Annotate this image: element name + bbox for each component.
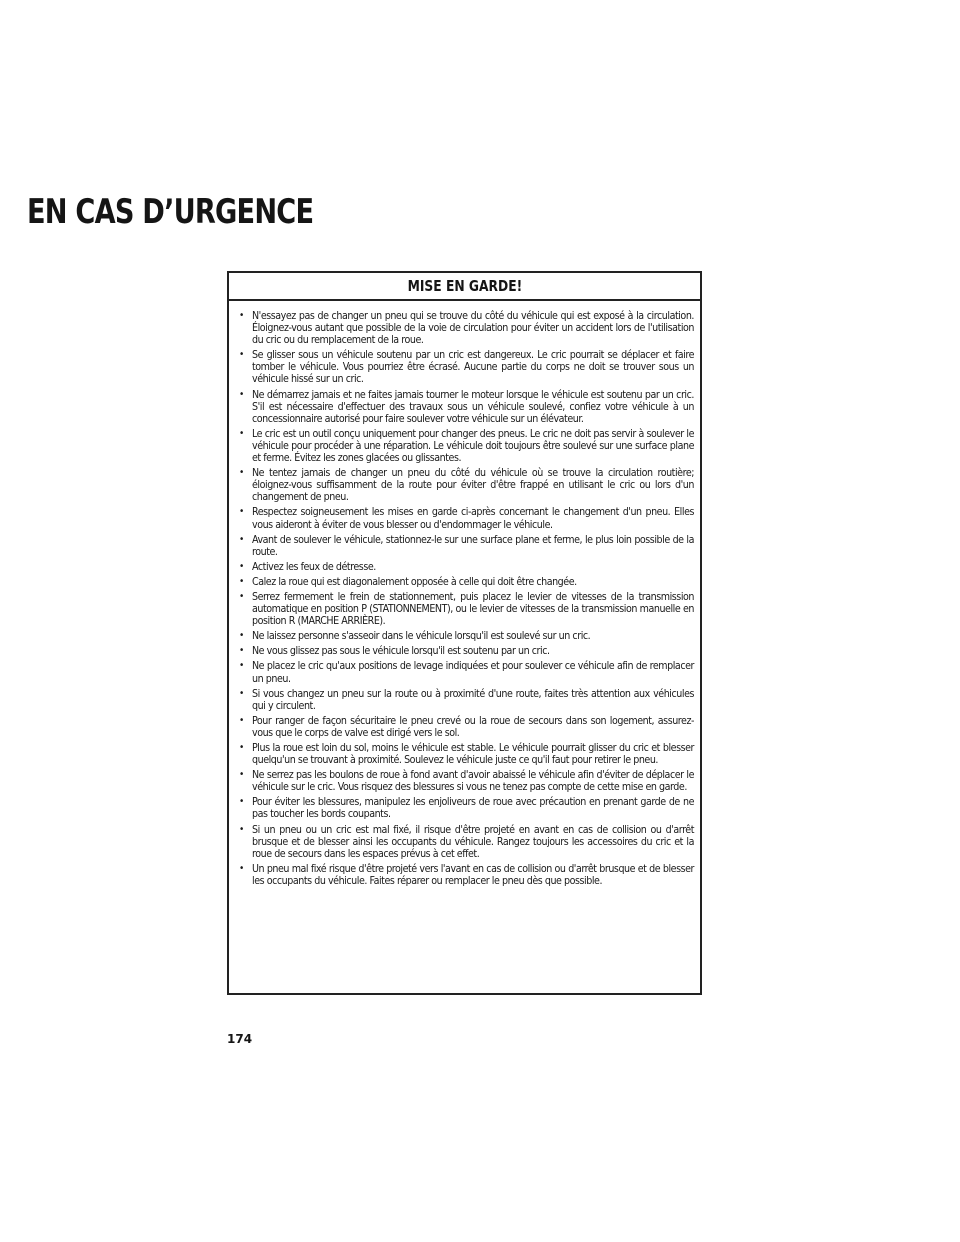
warning-item [239,796,694,820]
bullet-icon: • [239,714,244,726]
warning-item-text: Le cric est un outil conçu uniquement pour changer des pneus. Le cric ne doit pas servir à soulever le véhicule pour procéder à une réparation. Le véhicule doit toujours être soulevé sur une surface plane et ferme. Évitez les zones glacées ou glissantes. [252,427,694,465]
warning-item [239,715,694,739]
warning-item-text: Ne tentez jamais de changer un pneu du côté du véhicule où se trouve la circulation routière; éloignez-vous suffisamment de la route pour éviter d'être frappé en utilisant le cric ou lors d'un changement de pneu. [252,467,694,504]
warning-box [227,271,702,995]
bullet-icon: • [239,742,244,753]
warning-item-text: Si un pneu ou un cric est mal fixé, il risque d'être projeté en avant en cas de collision ou d'arrêt brusque et de blesser ainsi les occupants du véhicule. Rangez toujours les accessoires du cric et la roue de secours dans les espaces prévus à cet effet. [252,823,694,860]
warning-item-text: N'essayez pas de changer un pneu qui se trouve du côté du véhicule qui est exposé à la circulation. Éloignez-vous autant que possible de la voie de circulation pour éviter un accident lors de l'utilisation du cric ou du remplacement de la roue. [252,310,694,347]
warning-item [239,742,694,766]
warning-list [229,301,700,887]
bullet-icon: • [239,575,244,587]
warning-item [239,769,694,793]
section-title: EN CAS D’URGENCE [27,192,314,232]
warning-item-text: Ne laissez personne s'asseoir dans le véhicule lorsqu'il est soulevé sur un cric. [252,630,591,643]
page-number: 174 [227,1032,253,1046]
warning-item [239,389,694,425]
warning-item [239,561,694,573]
warning-item [239,534,694,558]
warning-item [239,591,694,627]
warning-item [239,645,694,657]
bullet-icon: • [239,645,244,657]
warning-item-text: Serrez fermement le frein de stationnement, puis placez le levier de vitesses de la transmission automatique en position P (STATIONNEMENT), ou le levier de vitesses de la transmission manuelle en position R (MARCHE ARRIÈRE). [252,590,694,628]
bullet-icon: • [239,687,244,699]
bullet-icon: • [239,427,244,439]
warning-item [239,310,694,346]
warning-item [239,506,694,530]
warning-item [239,576,694,588]
warning-item-text: Respectez soigneusement les mises en garde ci-après concernant le changement d'un pneu. Elles vous aideront à éviter de vous blesser ou d'endommager le véhicule. [252,506,694,531]
bullet-icon: • [239,630,244,642]
bullet-icon: • [239,660,244,672]
warning-item [239,660,694,684]
bullet-icon: • [239,506,244,518]
warning-item [239,349,694,385]
warning-item-text: Pour éviter les blessures, manipulez les enjoliveurs de roue avec précaution en prenant garde de ne pas toucher les bords coupants. [252,796,694,821]
warning-item-text: Ne vous glissez pas sous le véhicule lorsqu'il est soutenu par un cric. [252,645,550,658]
warning-item-text: Un pneu mal fixé risque d'être projeté vers l'avant en cas de collision ou d'arrêt brusque et de blesser les occupants du véhicule. Faites réparer ou remplacer le pneu dès que possible. [252,862,694,887]
bullet-icon: • [239,310,244,321]
warning-title: MISE EN GARDE! [407,277,522,295]
warning-item-text: Activez les feux de détresse. [252,560,376,573]
bullet-icon: • [239,388,244,400]
bullet-icon: • [239,769,244,781]
warning-item-text: Si vous changez un pneu sur la route ou à proximité d'une route, faites très attention aux véhicules qui y circulent. [252,687,694,712]
warning-item [239,630,694,642]
warning-item-text: Plus la roue est loin du sol, moins le véhicule est stable. Le véhicule pourrait glisser du cric et blesser quelqu'un se trouvant à proximité. Soulevez le véhicule juste ce qu'il faut pour retirer le pneu. [252,742,694,767]
bullet-icon: • [239,467,244,479]
warning-header [229,273,700,301]
warning-item-text: Avant de soulever le véhicule, stationnez-le sur une surface plane et ferme, le plus loin possible de la route. [252,533,694,558]
warning-item [239,688,694,712]
warning-item-text: Pour ranger de façon sécuritaire le pneu crevé ou la roue de secours dans son logement, assurez-vous que le corps de valve est dirigé vers le sol. [252,714,694,739]
warning-item-text: Ne démarrez jamais et ne faites jamais tourner le moteur lorsque le véhicule est soutenu par un cric. S'il est nécessaire d'effectuer des travaux sous un véhicule soulevé, confiez votre véhicule à un concessionnaire autorisé pour faire soulever votre véhicule sur un élévateur. [252,388,694,425]
bullet-icon: • [239,349,244,361]
warning-item-text: Ne placez le cric qu'aux positions de levage indiquées et pour soulever ce véhicule afin de remplacer un pneu. [252,660,694,685]
bullet-icon: • [239,590,244,602]
warning-item-text: Se glisser sous un véhicule soutenu par un cric est dangereux. Le cric pourrait se déplacer et faire tomber le véhicule. Vous pourriez être écrasé. Aucune partie du corps ne doit se trouver sous un véhicule hissé sur un cric. [252,349,694,386]
warning-item [239,863,694,887]
bullet-icon: • [239,533,244,545]
bullet-icon: • [239,862,244,874]
warning-item [239,824,694,860]
warning-item-text: Calez la roue qui est diagonalement opposée à celle qui doit être changée. [252,575,577,588]
warning-item-text: Ne serrez pas les boulons de roue à fond avant d'avoir abaissé le véhicule afin d'éviter de déplacer le véhicule sur le cric. Vous risquez des blessures si vous ne tenez pas compte de cette mise en garde. [252,769,694,794]
warning-item [239,467,694,503]
bullet-icon: • [239,796,244,808]
bullet-icon: • [239,560,244,572]
bullet-icon: • [239,823,244,835]
warning-item [239,428,694,464]
